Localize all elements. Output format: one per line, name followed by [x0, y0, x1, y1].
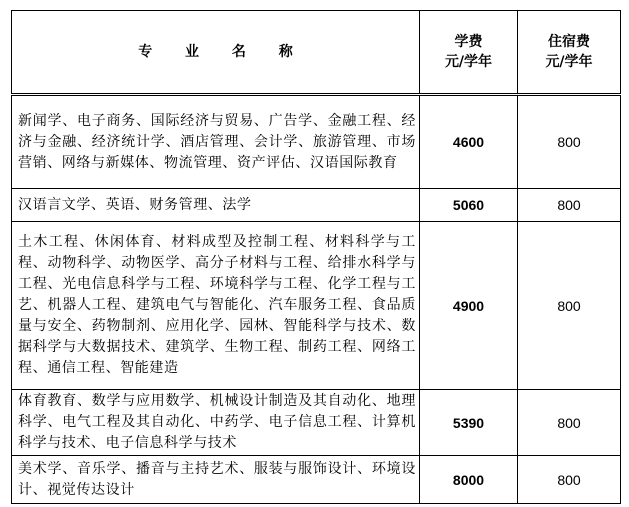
tuition-header-line1: 学费 [454, 34, 483, 50]
dorm-fee-header-line1: 住宿费 [548, 34, 590, 50]
dorm-fee-cell: 800 [518, 189, 621, 222]
table-row [12, 390, 621, 456]
major-name-header [12, 11, 420, 95]
dorm-fee-header [518, 11, 621, 95]
table-row [12, 222, 621, 390]
major-list-cell: 新闻学、电子商务、国际经济与贸易、广告学、金融工程、经济与金融、经济统计学、酒店管理、会计学、旅游管理、市场营销、网络与新媒体、物流管理、资产评估、汉语国际教育 [12, 95, 420, 189]
tuition-cell: 8000 [420, 456, 518, 504]
tuition-cell: 4600 [420, 95, 518, 189]
header-row [12, 11, 621, 95]
dorm-fee-cell: 800 [518, 456, 621, 504]
major-name-header-label: 专 业 名 称 [138, 44, 307, 60]
tuition-cell: 4900 [420, 222, 518, 390]
major-list-cell: 汉语言文学、英语、财务管理、法学 [12, 189, 420, 222]
major-list-cell: 美术学、音乐学、播音与主持艺术、服装与服饰设计、环境设计、视觉传达设计 [12, 456, 420, 504]
fee-table [11, 10, 621, 504]
dorm-fee-cell: 800 [518, 390, 621, 456]
dorm-fee-header-line2: 元/学年 [545, 54, 593, 70]
dorm-fee-cell: 800 [518, 95, 621, 189]
table-row [12, 189, 621, 222]
tuition-cell: 5060 [420, 189, 518, 222]
tuition-header-line2: 元/学年 [444, 54, 493, 70]
tuition-header [420, 11, 518, 95]
major-list-cell: 土木工程、休闲体育、材料成型及控制工程、材料科学与工程、动物科学、动物医学、高分子材料与工程、给排水科学与工程、光电信息科学与工程、环境科学与工程、化学工程与工艺、机器人工程、建筑电气与智能化、汽车服务工程、食品质量与安全、药物制剂、应用化学、园林、智能科学与技术、数据科学与大数据技术、建筑学、生物工程、制药工程、网络工程、通信工程、智能建造 [12, 222, 420, 390]
tuition-cell: 5390 [420, 390, 518, 456]
dorm-fee-cell: 800 [518, 222, 621, 390]
table-row [12, 456, 621, 504]
table-row [12, 95, 621, 189]
major-list-cell: 体育教育、数学与应用数学、机械设计制造及其自动化、地理科学、电气工程及其自动化、中药学、电子信息工程、计算机科学与技术、电子信息科学与技术 [12, 390, 420, 456]
